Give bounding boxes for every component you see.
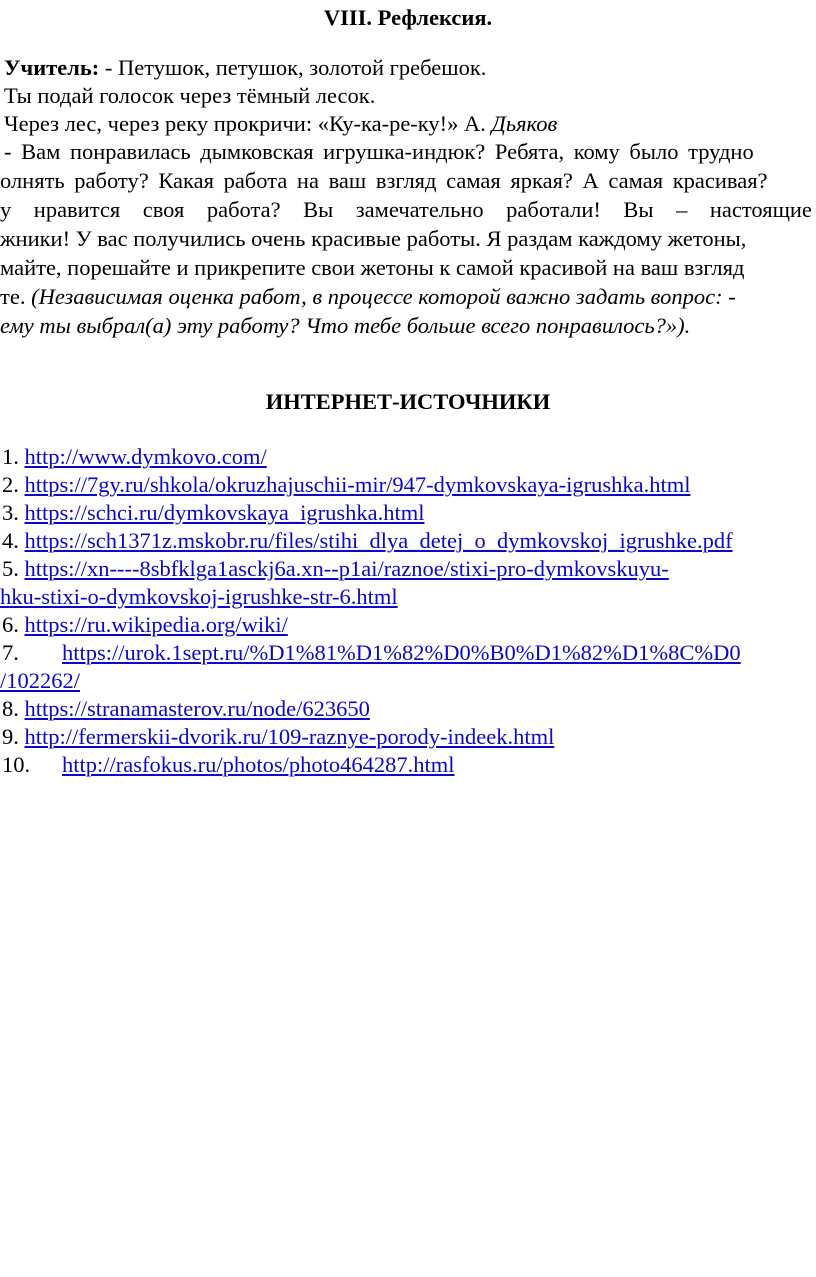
source-link-7[interactable]: https://urok.1sept.ru/%D1%81%D1%82%D0%B0%D1%82%D1%8C%D0 (62, 640, 741, 665)
source-link-7-continuation[interactable]: /102262/ (0, 668, 81, 693)
poem-line-2: Ты подай голосок через тёмный лесок. (4, 83, 376, 108)
source-link-6[interactable]: https://ru.wikipedia.org/wiki/ (24, 612, 288, 637)
source-item-10 (2, 751, 455, 779)
paragraph-line-4: жники! У вас получились очень красивые работы. Я раздам каждому жетоны, (0, 226, 747, 251)
source-item-1 (2, 443, 267, 471)
paragraph-word: Вы (623, 197, 654, 222)
source-item-4 (2, 527, 733, 555)
teacher-label: Учитель: (4, 55, 100, 80)
source-item-5-continuation (0, 583, 398, 611)
poem-line-3 (4, 110, 557, 138)
source-item-7-continuation (0, 667, 80, 695)
paragraph-word: у (0, 197, 12, 222)
source-item-2 (2, 471, 690, 499)
poem-author: Дьяков (491, 111, 558, 136)
source-link-3[interactable]: https://schci.ru/dymkovskaya_igrushka.html (24, 500, 425, 525)
section-heading-sources: ИНТЕРНЕТ-ИСТОЧНИКИ (265, 389, 551, 414)
paragraph-word: настоящие (709, 197, 812, 222)
paragraph-word: работа? (206, 197, 281, 222)
paragraph-line-6-italic: (Независимая оценка работ, в процессе которой важно задать вопрос: - (31, 284, 736, 309)
paragraph-line-2: олнять работу? Какая работа на ваш взгляд самая яркая? А самая красивая? (0, 168, 768, 193)
source-number: 5. (2, 556, 19, 581)
paragraph-word: замечательно (355, 197, 484, 222)
source-number: 2. (2, 472, 19, 497)
source-link-1[interactable]: http://www.dymkovo.com/ (24, 444, 267, 469)
section-heading-reflection: VIII. Рефлексия. (323, 5, 493, 30)
poem-line-1 (4, 54, 486, 82)
source-item-5 (2, 555, 669, 583)
source-link-5-continuation[interactable]: hku-stixi-o-dymkovskoj-igrushke-str-6.html (0, 584, 398, 609)
source-link-8[interactable]: https://stranamasterov.ru/node/623650 (24, 696, 370, 721)
paragraph-line-6-text: те. (0, 284, 32, 309)
source-link-4[interactable]: https://sch1371z.mskobr.ru/files/stihi_dlya_detej_o_dymkovskoj_igrushke.pdf (24, 528, 733, 553)
source-link-9[interactable]: http://fermerskii-dvorik.ru/109-raznye-porody-indeek.html (24, 724, 555, 749)
paragraph-line-5: майте, порешайте и прикрепите свои жетоны к самой красивой на ваш взгляд (0, 255, 745, 280)
source-number: 1. (2, 444, 19, 469)
paragraph-word: – (676, 197, 688, 222)
paragraph-line-6 (0, 283, 736, 311)
source-item-9 (2, 723, 554, 751)
paragraph-word: нравится (33, 197, 121, 222)
source-item-6 (2, 611, 288, 639)
source-number: 8. (2, 696, 19, 721)
source-number: 9. (2, 724, 19, 749)
source-item-3 (2, 499, 424, 527)
paragraph-word: Вы (303, 197, 334, 222)
source-number: 4. (2, 528, 19, 553)
paragraph-line-7: ему ты выбрал(а) эту работу? Что тебе больше всего понравилось?»). (0, 313, 691, 338)
source-number: 3. (2, 500, 19, 525)
source-number: 6. (2, 612, 19, 637)
poem-line-3-text: Через лес, через реку прокричи: «Ку-ка-ре-ку!» А. (4, 111, 492, 136)
poem-line-1-text: - Петушок, петушок, золотой гребешок. (99, 55, 487, 80)
paragraph-line-3 (0, 196, 812, 224)
source-item-7 (2, 639, 741, 667)
source-number: 10. (2, 752, 31, 777)
source-link-10[interactable]: http://rasfokus.ru/photos/photo464287.html (62, 752, 455, 777)
source-link-5[interactable]: https://xn----8sbfklga1asckj6a.xn--p1ai/raznoe/stixi-pro-dymkovskuyu- (24, 556, 669, 581)
paragraph-word: своя (142, 197, 185, 222)
source-item-8 (2, 695, 370, 723)
paragraph-word: работали! (506, 197, 601, 222)
source-number: 7. (2, 640, 19, 665)
source-link-2[interactable]: https://7gy.ru/shkola/okruzhajuschii-mir/947-dymkovskaya-igrushka.html (24, 472, 691, 497)
paragraph-line-1: - Вам понравилась дымковская игрушка-индюк? Ребята, кому было трудно (4, 139, 754, 164)
